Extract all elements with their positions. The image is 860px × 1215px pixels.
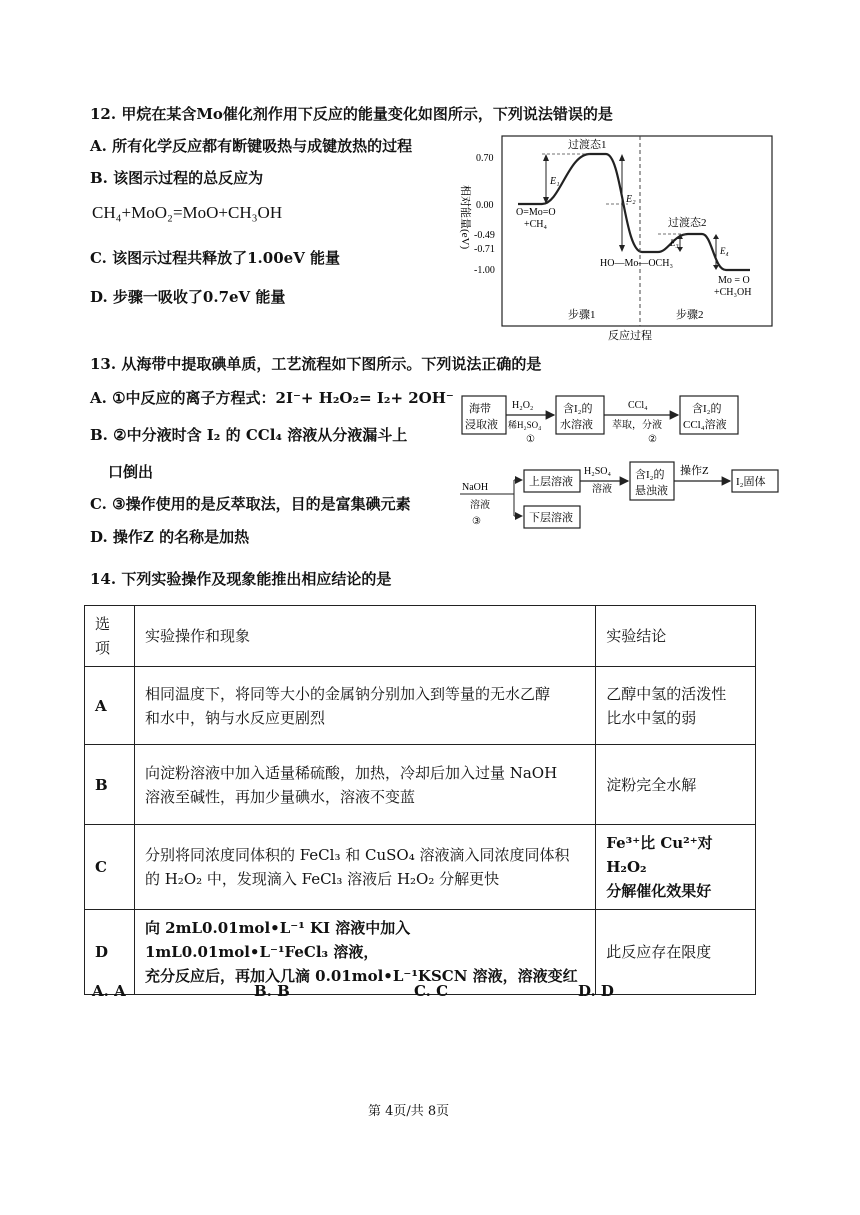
svg-text:浸取液: 浸取液: [465, 419, 498, 431]
svg-text:悬浊液: 悬浊液: [635, 485, 668, 497]
species-end-1: Mo = O: [718, 275, 750, 286]
svg-text:CCl₄溶液: CCl₄溶液: [683, 419, 727, 431]
row-b-option: B: [85, 745, 135, 825]
svg-text:H₂O₂: H₂O₂: [512, 400, 534, 411]
answer-b: B. B: [254, 982, 290, 1000]
table-header-row: [85, 606, 756, 667]
ytick-000: 0.00: [476, 200, 494, 211]
q13-option-c: C. ③操作使用的是反萃取法，目的是富集碘元素: [90, 495, 411, 513]
q12-option-a: A. 所有化学反应都有断键吸热与成键放热的过程: [90, 137, 413, 155]
table-row: D 向 2mL0.01mol•L⁻¹ KI 溶液中加入 1mL0.01mol•L⁻¹FeCl₃ 溶液， 充分反应后，再加入几滴 0.01mol•L⁻¹KSCN 溶液，溶液变红 此反应存在限度: [85, 910, 756, 995]
svg-text:含I₂的: 含I₂的: [635, 469, 665, 481]
ytick-100: -1.00: [474, 265, 495, 276]
q12-option-c: C. 该图示过程共释放了1.00eV 能量: [90, 249, 341, 267]
svg-text:CCl₄: CCl₄: [628, 400, 648, 411]
row-c-option: C: [85, 825, 135, 910]
answer-c: C. C: [414, 982, 449, 1000]
svg-text:萃取，分液: 萃取，分液: [612, 420, 662, 431]
experiment-table: [84, 605, 756, 995]
ytick-049: -0.49: [474, 230, 495, 241]
row-d-option: D: [85, 910, 135, 995]
species-start-1: O=Mo=O: [516, 207, 556, 218]
q14-stem: 14. 下列实验操作及现象能推出相应结论的是: [90, 570, 392, 588]
q12-stem: 12. 甲烷在某含Mo催化剂作用下反应的能量变化如图所示，下列说法错误的是: [90, 105, 613, 123]
q13-option-b-line1: B. ②中分液时含 I₂ 的 CCl₄ 溶液从分液漏斗上: [90, 426, 408, 444]
header-operation: 实验操作和现象: [134, 606, 595, 667]
step1-label: 步骤1: [568, 309, 596, 321]
species-end-2: +CH₃OH: [714, 287, 752, 298]
svg-text:含I₂的: 含I₂的: [692, 403, 722, 415]
q13-option-d: D. 操作Z 的名称是加热: [90, 528, 250, 546]
svg-text:①: ①: [526, 434, 535, 445]
header-option: 选项: [85, 606, 135, 667]
svg-text:上层溶液: 上层溶液: [529, 476, 573, 488]
ytick-071: -0.71: [474, 244, 495, 255]
species-mid: HO—Mo—OCH₃: [600, 258, 673, 269]
svg-text:含I₂的: 含I₂的: [563, 403, 593, 415]
page-footer: 第 4页/共 8页: [368, 1104, 450, 1119]
table-row: B 向淀粉溶液中加入适量稀硫酸，加热，冷却后加入过量 NaOH 溶液至碱性，再加少量碘水，溶液不变蓝 淀粉完全水解: [85, 745, 756, 825]
energy-diagram: [450, 130, 780, 345]
step2-label: 步骤2: [676, 309, 704, 321]
svg-text:H₂SO₄: H₂SO₄: [584, 466, 611, 477]
svg-text:溶液: 溶液: [592, 484, 612, 495]
header-conclusion: 实验结论: [596, 606, 756, 667]
q13-option-a: A. ①中反应的离子方程式：2I⁻+ H₂O₂= I₂+ 2OH⁻: [90, 389, 454, 407]
svg-text:下层溶液: 下层溶液: [529, 512, 573, 524]
q13-stem: 13. 从海带中提取碘单质，工艺流程如下图所示。下列说法正确的是: [90, 355, 542, 373]
svg-text:稀H₂SO₄: 稀H₂SO₄: [508, 420, 542, 430]
e3-label: E₃: [670, 238, 679, 248]
row-a-option: A: [85, 667, 135, 745]
diagram-ylabel: 相对能量(eV): [459, 185, 471, 250]
svg-text:②: ②: [648, 434, 657, 445]
q13-option-b-line2: 口倒出: [108, 463, 154, 481]
svg-text:③: ③: [472, 516, 481, 527]
svg-text:I₂固体: I₂固体: [736, 476, 766, 488]
q12-option-b: B. 该图示过程的总反应为: [90, 169, 264, 187]
e1-label: E₁: [550, 176, 560, 187]
iodine-flowchart: [452, 388, 792, 538]
ts2-label: 过渡态2: [668, 217, 707, 229]
svg-text:溶液: 溶液: [470, 500, 490, 511]
q12-option-d: D. 步骤一吸收了0.7eV 能量: [90, 288, 286, 306]
svg-text:NaOH: NaOH: [462, 482, 489, 493]
table-row: C 分别将同浓度同体积的 FeCl₃ 和 CuSO₄ 溶液滴入同浓度同体积 的 H₂O₂ 中，发现滴入 FeCl₃ 溶液后 H₂O₂ 分解更快 Fe³⁺比 Cu²⁺对 H₂O₂ 分解催化效果好: [85, 825, 756, 910]
answer-a: A. A: [92, 982, 126, 1000]
diagram-xlabel: 反应过程: [608, 330, 652, 342]
ytick-070: 0.70: [476, 153, 494, 164]
answer-d: D. D: [578, 982, 614, 1000]
table-row: A 相同温度下，将同等大小的金属钠分别加入到等量的无水乙醇 和水中，钠与水反应更剧烈 乙醇中氢的活泼性 比水中氢的弱: [85, 667, 756, 745]
species-start-2: +CH₄: [524, 219, 548, 230]
e2-label: E₂: [626, 194, 636, 205]
svg-text:操作Z: 操作Z: [680, 465, 709, 477]
q12-option-b-formula: CH₄+MoO₂=MoO+CH₃OH: [92, 203, 283, 222]
svg-text:水溶液: 水溶液: [560, 419, 593, 431]
e4-label: E₄: [720, 246, 729, 256]
ts1-label: 过渡态1: [568, 139, 607, 151]
svg-text:海带: 海带: [469, 403, 491, 415]
